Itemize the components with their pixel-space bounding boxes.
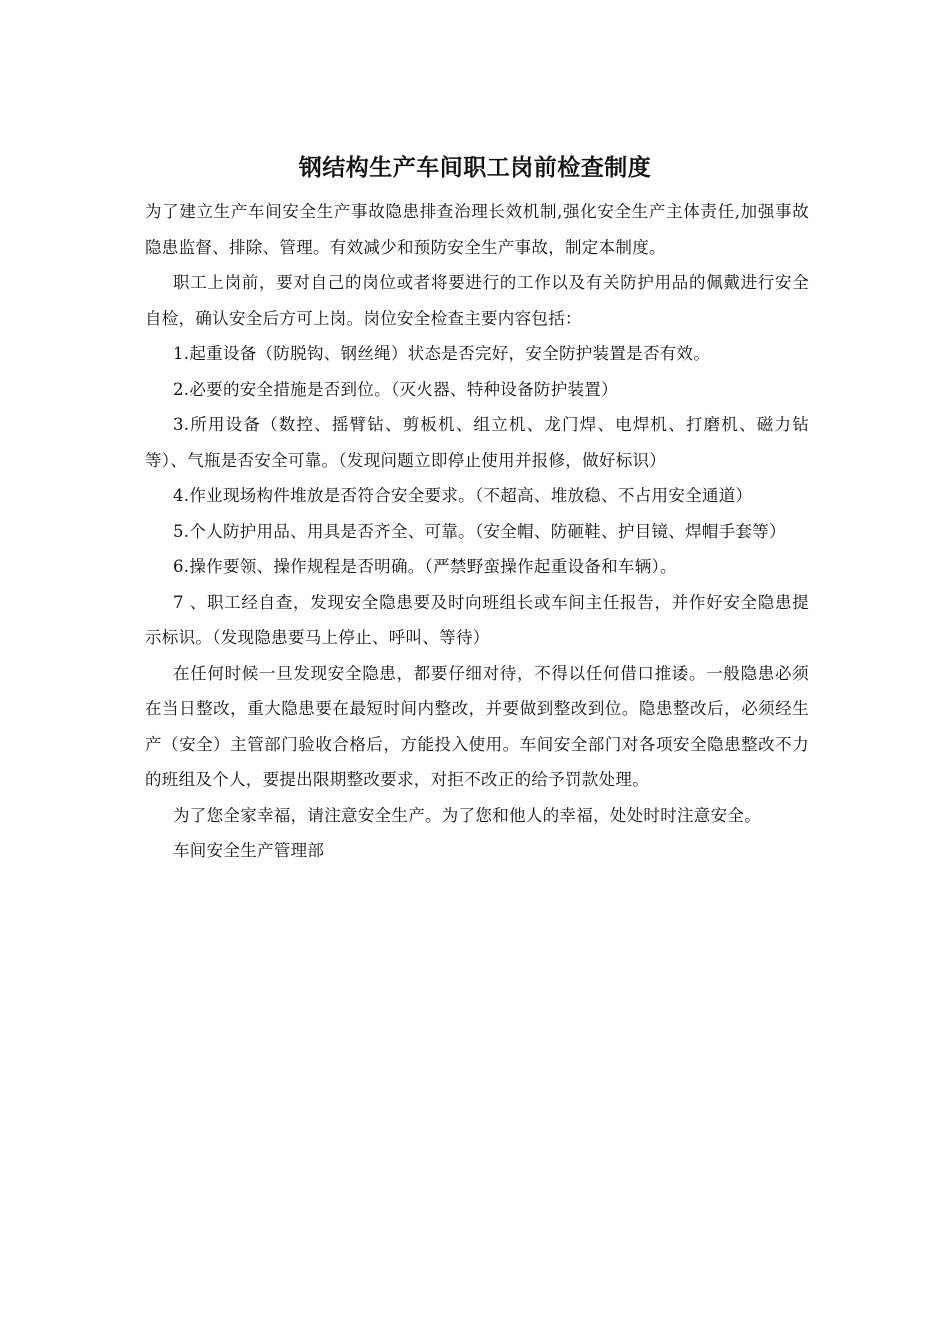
safety-slogan-paragraph: 为了您全家幸福，请注意安全生产。为了您和他人的幸福，处处时时注意安全。 — [173, 805, 761, 825]
check-item-1: 1.起重设备（防脱钩、钢丝绳）状态是否完好，安全防护装置是否有效。 — [173, 344, 711, 363]
check-item-6: 6.操作要领、操作规程是否明确。（严禁野蛮操作起重设备和车辆）。 — [173, 557, 677, 576]
check-item-2: 2.必要的安全措施是否到位。（灭火器、特种设备防护装置） — [173, 379, 618, 399]
intro-paragraph: 为了建立生产车间安全生产事故隐患排查治理长效机制,强化安全生产主体责任,加强事故隐患监督、排除、管理。有效减少和预防安全生产事故，制定本制度。 — [145, 202, 809, 257]
check-item-5: 5.个人防护用品、用具是否齐全、可靠。（安全帽、防砸鞋、护目镜、焊帽手套等） — [173, 521, 786, 541]
pre-shift-paragraph: 职工上岗前，要对自己的岗位或者将要进行的工作以及有关防护用品的佩戴进行安全自检，确认安全后方可上岗。岗位安全检查主要内容包括： — [145, 273, 809, 328]
document-title: 钢结构生产车间职工岗前检查制度 — [298, 155, 652, 181]
hazard-handling-paragraph: 在任何时候一旦发现安全隐患，都要仔细对待，不得以任何借口推诿。一般隐患必须在当日整改，重大隐患要在最短时间内整改，并要做到整改到位。隐患整改后，必须经生产（安全）主管部门验收合格后，方能投入使用。车间安全部门对各项安全隐患整改不力的班组及个人，要提出限期整改要求，对拒不改正的给予罚款处理。 — [145, 663, 809, 789]
check-item-7: 7 、职工经自查，发现安全隐患要及时向班组长或车间主任报告，并作好安全隐患提示标识。（发现隐患要马上停止、呼叫、等待） — [145, 592, 809, 647]
document-body — [145, 194, 809, 869]
check-item-3: 3.所用设备（数控、摇臂钻、剪板机、组立机、龙门焊、电焊机、打磨机、磁力钻等）、气瓶是否安全可靠。（发现问题立即停止使用并报修，做好标识） — [145, 415, 809, 470]
issuer-signature: 车间安全生产管理部 — [173, 841, 325, 860]
check-item-4: 4.作业现场构件堆放是否符合安全要求。（不超高、堆放稳、不占用安全通道） — [173, 486, 753, 505]
